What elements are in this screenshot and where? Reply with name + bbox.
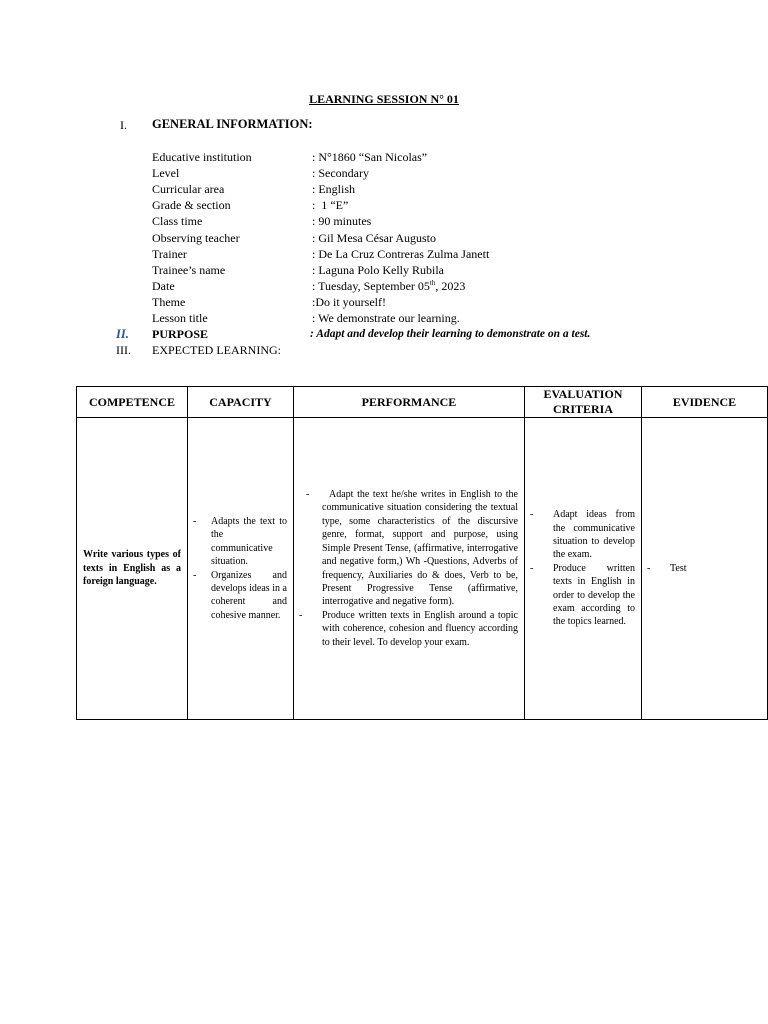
info-row bbox=[152, 311, 652, 327]
purpose-label: PURPOSE bbox=[152, 327, 209, 341]
info-row bbox=[152, 279, 652, 295]
info-row bbox=[152, 182, 652, 198]
capacity-cell bbox=[188, 418, 294, 720]
info-value: : Gil Mesa César Augusto bbox=[312, 231, 436, 245]
info-label: Trainer bbox=[152, 247, 187, 261]
header-performance: PERFORMANCE bbox=[294, 387, 525, 418]
evaluation-criteria-item: - Produce written texts in English in order to develop the exam according to the topics learned. bbox=[530, 562, 635, 629]
date-year: , 2023 bbox=[435, 279, 466, 293]
date-text: : Tuesday, September 05 bbox=[312, 279, 430, 293]
info-label: Level bbox=[152, 166, 180, 180]
info-value: : English bbox=[312, 182, 356, 196]
info-label: Class time bbox=[152, 214, 203, 228]
expected-learning-table bbox=[76, 386, 768, 720]
evaluation-criteria-cell bbox=[525, 418, 642, 720]
info-row bbox=[152, 295, 652, 311]
performance-item: - Adapt the text he/she writes in English to the communicative situation considering the textual type, some characteristics of the discursive genre, format, support and purpose, using Simple Present Tense, (affirmative, interrogative and negative form,) Wh -Questions, Adverbs of frequency, Auxiliaries do & does, Verb to be, Present Progressive Tense (affirmative, interrogative and negative form). bbox=[299, 488, 518, 609]
section-3-number: III. bbox=[116, 343, 131, 357]
info-value bbox=[312, 279, 465, 294]
competence-cell bbox=[77, 418, 188, 720]
info-label: Date bbox=[152, 279, 175, 293]
info-label: Grade & section bbox=[152, 198, 231, 212]
info-label: Observing teacher bbox=[152, 231, 240, 245]
section-1-heading: GENERAL INFORMATION: bbox=[152, 117, 313, 131]
info-row bbox=[152, 231, 652, 247]
section-2-number: II. bbox=[116, 327, 129, 341]
performance-list bbox=[294, 488, 524, 649]
info-row bbox=[152, 247, 652, 263]
purpose-value: : Adapt and develop their learning to demonstrate on a test. bbox=[310, 328, 591, 340]
info-value: : Secondary bbox=[312, 166, 369, 180]
evidence-item: - Test bbox=[647, 562, 761, 575]
header-capacity: CAPACITY bbox=[188, 387, 294, 418]
evidence-list bbox=[642, 562, 767, 575]
info-label: Trainee’s name bbox=[152, 263, 226, 277]
info-value: : De La Cruz Contreras Zulma Janett bbox=[312, 247, 490, 261]
performance-cell bbox=[294, 418, 525, 720]
info-label: Curricular area bbox=[152, 182, 225, 196]
capacity-list bbox=[188, 515, 293, 622]
info-row bbox=[152, 263, 652, 279]
info-label: Theme bbox=[152, 295, 186, 309]
info-value: : We demonstrate our learning. bbox=[312, 311, 460, 325]
section-3-heading: EXPECTED LEARNING: bbox=[152, 343, 281, 357]
evidence-cell bbox=[642, 418, 768, 720]
table-header-row bbox=[77, 387, 768, 418]
info-value: : 90 minutes bbox=[312, 214, 372, 228]
header-evaluation-criteria: EVALUATION CRITERIA bbox=[525, 387, 642, 418]
info-row bbox=[152, 198, 652, 214]
info-row bbox=[152, 150, 652, 166]
header-evidence: EVIDENCE bbox=[642, 387, 768, 418]
page-title: LEARNING SESSION N° 01 bbox=[309, 92, 459, 106]
info-value: : 1 “E” bbox=[312, 198, 349, 212]
performance-item: - Produce written texts in English around a topic with coherence, cohesion and fluency according to their level. To develop your exam. bbox=[299, 609, 518, 649]
competence-text: Write various types of texts in English as a foreign language. bbox=[83, 549, 181, 588]
info-row bbox=[152, 166, 652, 182]
section-1-number: I. bbox=[120, 118, 127, 132]
info-label: Lesson title bbox=[152, 311, 208, 325]
capacity-item: - Adapts the text to the communicative situation. bbox=[193, 515, 287, 569]
info-value: : N°1860 “San Nicolas” bbox=[312, 150, 428, 164]
capacity-item: - Organizes and develops ideas in a coherent and cohesive manner. bbox=[193, 569, 287, 623]
info-label: Educative institution bbox=[152, 150, 252, 164]
evaluation-criteria-item: - Adapt ideas from the communicative situation to develop the exam. bbox=[530, 508, 635, 562]
evaluation-criteria-list bbox=[525, 508, 641, 629]
header-competence: COMPETENCE bbox=[77, 387, 188, 418]
info-value: : Laguna Polo Kelly Rubila bbox=[312, 263, 444, 277]
table-row bbox=[77, 418, 768, 720]
date-ordinal: th bbox=[429, 279, 436, 287]
info-value: :Do it yourself! bbox=[312, 295, 386, 309]
info-row bbox=[152, 214, 652, 230]
